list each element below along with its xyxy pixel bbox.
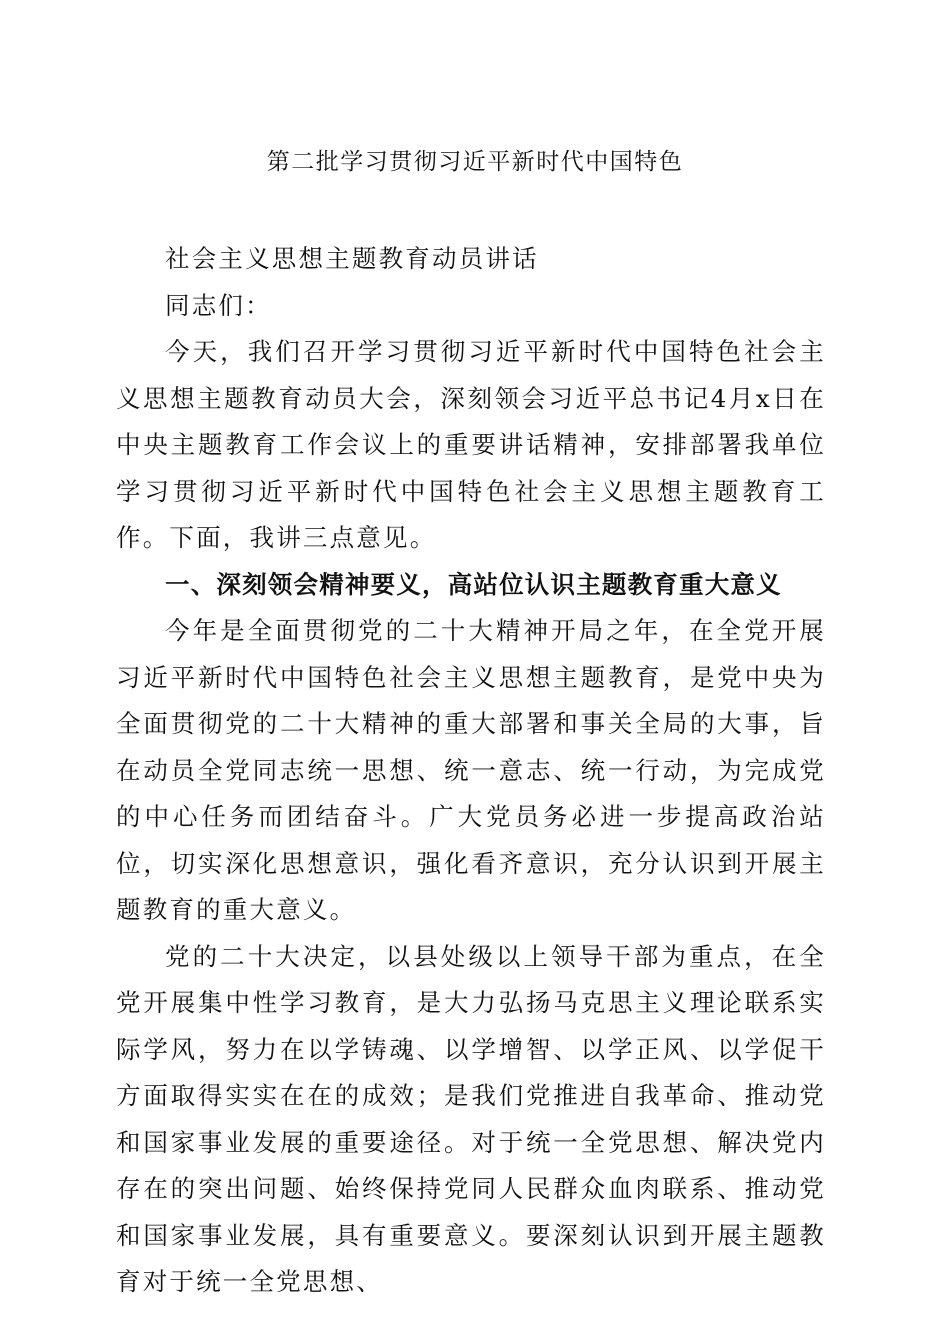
paragraph-intro: 今天，我们召开学习贯彻习近平新时代中国特色社会主义思想主题教育动员大会，深刻领会习近平总书记4月x日在中央主题教育工作会议上的重要讲话精神，安排部署我单位学习贯彻习近平新时代中国特色社会主义思想主题教育工作。下面，我讲三点意见。 — [116, 337, 826, 552]
section-heading: 一、深刻领会精神要义，高站位认识主题教育重大意义 — [165, 569, 782, 599]
document-subtitle: 社会主义思想主题教育动员讲话 — [165, 244, 539, 273]
document-title: 第二批学习贯彻习近平新时代中国特色 — [266, 149, 684, 175]
paragraph: 今年是全面贯彻党的二十大精神开局之年，在全党开展习近平新时代中国特色社会主义思想主题教育，是党中央为全面贯彻党的二十大精神的重大部署和事关全局的大事，旨在动员全党同志统一思想、统一意志、统一行动，为完成党的中心任务而团结奋斗。广大党员务必进一步提高政治站位，切实深化思想意识，强化看齐意识，充分认识到开展主题教育的重大意义。 — [116, 616, 826, 924]
document-body — [116, 236, 826, 1306]
paragraph: 党的二十大决定，以县处级以上领导干部为重点，在全党开展集中性学习教育，是大力弘扬马克思主义理论联系实际学风，努力在以学铸魂、以学增智、以学正风、以学促干方面取得实实在在的成效；是我们党推进自我革命、推动党和国家事业发展的重要途径。对于统一全党思想、解决党内存在的突出问题、始终保持党同人民群众血肉联系、推动党和国家事业发展，具有重要意义。要深刻认识到开展主题教育对于统一全党思想、 — [116, 941, 826, 1296]
salutation: 同志们： — [165, 290, 272, 320]
